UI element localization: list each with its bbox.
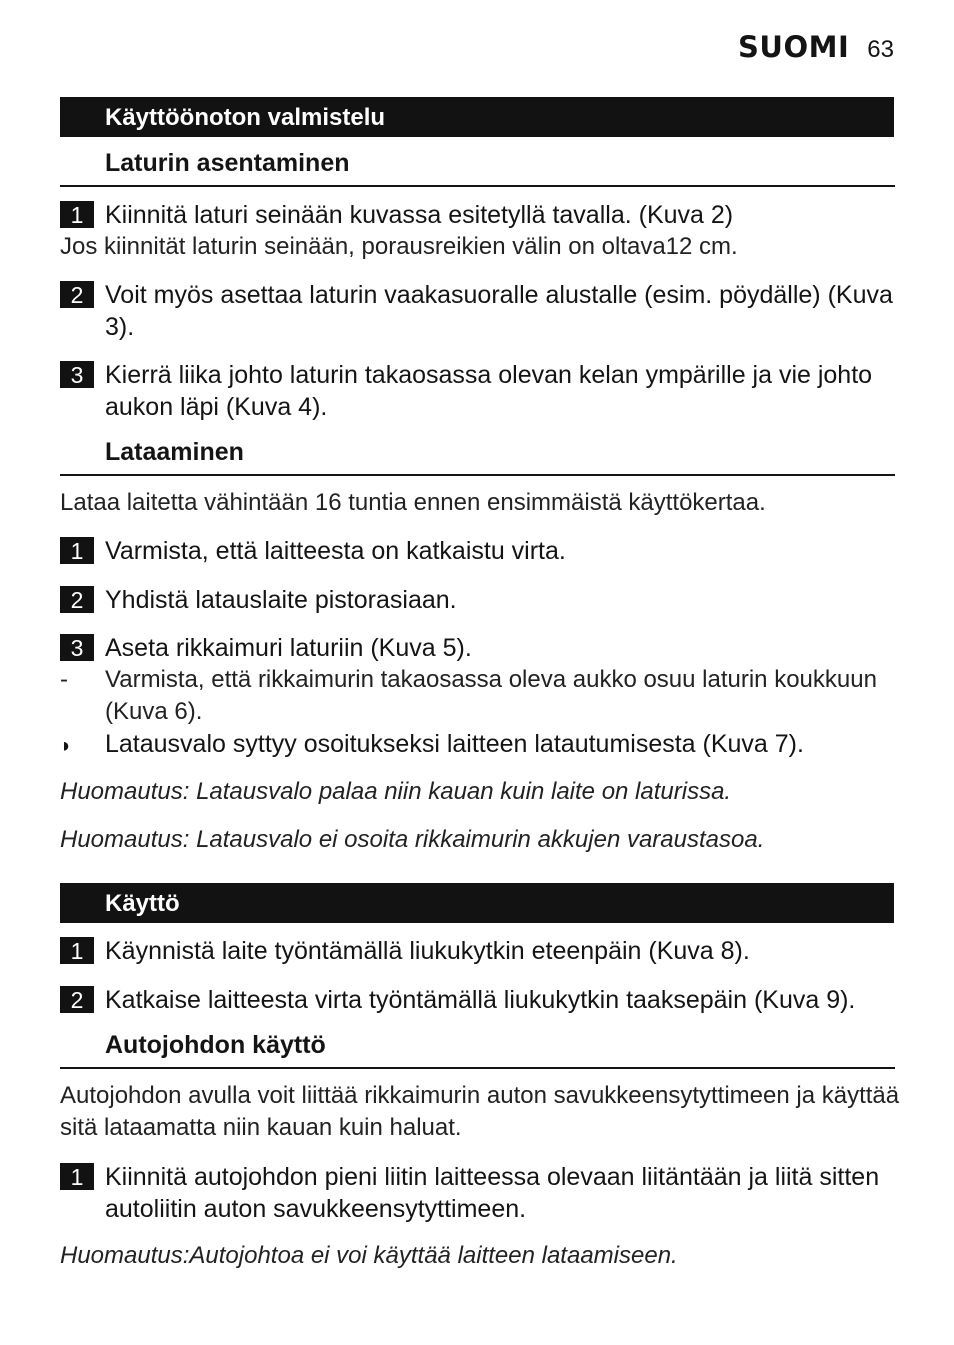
step-text: Käynnistä laite työntämällä liukukytkin eteenpäin (Kuva 8). — [105, 937, 750, 965]
step-text: Yhdistä latauslaite pistorasiaan. — [105, 586, 457, 614]
charging-step-3 — [60, 632, 910, 666]
install-wall-note: Jos kiinnität laturin seinään, porausreikien välin on oltava12 cm. — [60, 233, 738, 260]
car-cord-note: Huomautus:Autojohtoa ei voi käyttää laitteen lataamiseen. — [60, 1242, 678, 1269]
result-arrow-icon: ◗ — [60, 735, 73, 757]
step-number: 1 — [60, 937, 94, 964]
step-number: 3 — [60, 634, 94, 661]
install-step-2 — [60, 279, 910, 345]
page-header — [738, 30, 894, 78]
step-number: 1 — [60, 1163, 94, 1190]
charging-intro: Lataa laitetta vähintään 16 tuntia ennen ensimmäistä käyttökertaa. — [60, 489, 766, 516]
language-label: SUOMI — [738, 30, 850, 64]
install-step-1 — [60, 199, 910, 233]
section-bar-use: Käyttö — [60, 883, 894, 923]
use-step-2 — [60, 984, 910, 1018]
install-step-3 — [60, 359, 910, 425]
step-text: Katkaise laitteesta virta työntämällä liukukytkin taaksepäin (Kuva 9). — [105, 986, 856, 1014]
step-number: 2 — [60, 281, 94, 308]
use-step-1 — [60, 935, 910, 969]
step-text: Aseta rikkaimuri laturiin (Kuva 5). — [105, 634, 472, 662]
step-number: 1 — [60, 201, 94, 228]
step-text: Kiinnitä autojohdon pieni liitin laitteessa olevaan liitäntään ja liitä sitten autoliitin auton savukkeensytyttimeen. — [105, 1163, 880, 1223]
step-text: Kierrä liika johto laturin takaosassa olevan kelan ympärille ja vie johto aukon läpi (Kuva 4). — [105, 361, 873, 421]
charging-note-1: Huomautus: Latausvalo palaa niin kauan kuin laite on laturissa. — [60, 778, 732, 805]
subheading-car-cord: Autojohdon käyttö — [60, 1027, 895, 1069]
subheading-charger-install: Laturin asentaminen — [60, 145, 895, 187]
car-step-1 — [60, 1161, 910, 1227]
charging-result — [60, 728, 900, 762]
charging-substep — [60, 664, 900, 730]
step-text: Voit myös asettaa laturin vaakasuoralle alustalle (esim. pöydälle) (Kuva 3). — [105, 281, 893, 341]
result-text: Latausvalo syttyy osoitukseksi laitteen latautumisesta (Kuva 7). — [105, 730, 804, 758]
charging-step-1 — [60, 535, 910, 569]
step-number: 1 — [60, 537, 94, 564]
dash-marker: - — [60, 666, 68, 693]
car-cord-intro: Autojohdon avulla voit liittää rikkaimurin auton savukkeensytyttimeen ja käyttää sitä lataamatta niin kauan kuin haluat. — [60, 1082, 900, 1141]
subheading-charging: Lataaminen — [60, 434, 895, 476]
charging-step-2 — [60, 584, 910, 618]
substep-text: Varmista, että rikkaimurin takaosassa oleva aukko osuu laturin koukkuun (Kuva 6). — [105, 666, 877, 725]
step-number: 2 — [60, 586, 94, 613]
step-number: 3 — [60, 361, 94, 388]
section-bar-preparation: Käyttöönoton valmistelu — [60, 97, 894, 137]
charging-note-2: Huomautus: Latausvalo ei osoita rikkaimurin akkujen varaustasoa. — [60, 826, 765, 853]
step-number: 2 — [60, 986, 94, 1013]
step-text: Varmista, että laitteesta on katkaistu virta. — [105, 537, 566, 565]
step-text: Kiinnitä laturi seinään kuvassa esitetyllä tavalla. (Kuva 2) — [105, 201, 734, 229]
page-number: 63 — [867, 36, 894, 63]
